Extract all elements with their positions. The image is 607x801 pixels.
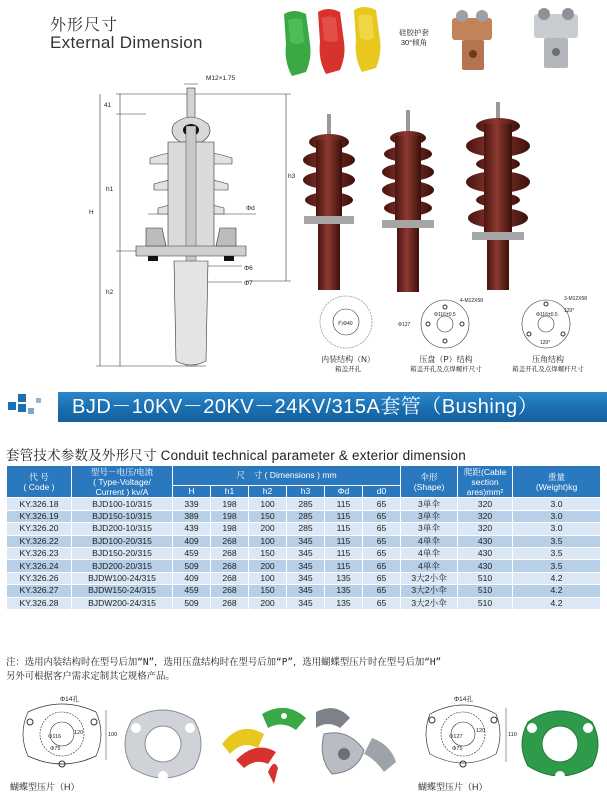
cell-d0: 65	[363, 535, 401, 547]
table-row	[7, 523, 601, 535]
cell-weight: 3.0	[513, 498, 601, 510]
cell-h2: 200	[249, 597, 287, 609]
cell-code: KY.326.24	[7, 560, 72, 572]
cell-code: KY.326.22	[7, 535, 72, 547]
svg-text:Φ127: Φ127	[398, 322, 411, 328]
cell-shape: 3大2小伞	[401, 572, 458, 584]
cell-creep: 430	[458, 547, 513, 559]
table-row	[7, 510, 601, 522]
cell-h3: 285	[287, 510, 325, 522]
col-h3: h3	[287, 486, 325, 498]
cell-h1: 268	[211, 585, 249, 597]
silver-clamp	[534, 8, 578, 68]
cell-H: 409	[173, 535, 211, 547]
butterfly-plate-drawing-right	[416, 692, 516, 778]
svg-text:Φ116: Φ116	[48, 734, 62, 740]
table-row	[7, 547, 601, 559]
cell-type: BJD100-20/315	[72, 535, 173, 547]
cell-creep: 510	[458, 597, 513, 609]
cell-H: 389	[173, 510, 211, 522]
cell-shape: 4单伞	[401, 560, 458, 572]
cell-weight: 4.2	[513, 572, 601, 584]
banner-square-icon	[36, 398, 41, 403]
dim-41: 41	[104, 102, 112, 109]
cell-d: 115	[325, 547, 363, 559]
copper-clamp	[452, 10, 492, 70]
svg-text:110: 110	[508, 732, 517, 738]
svg-text:Φ127: Φ127	[449, 734, 463, 740]
svg-text:100: 100	[108, 732, 118, 738]
butterfly-plate-drawing-left	[8, 692, 116, 778]
bushing-large	[466, 102, 530, 290]
structure-p-diagram	[398, 298, 483, 348]
cell-d0: 65	[363, 597, 401, 609]
svg-text:3-M12X58: 3-M12X58	[564, 296, 588, 302]
col-shape	[401, 466, 458, 498]
structure-h-diagram	[522, 296, 587, 348]
section-title-cn: 外形尺寸	[50, 17, 119, 34]
bushing-technical-drawing	[86, 66, 301, 371]
parameter-table	[6, 465, 601, 610]
table-heading: 套管技术参数及外形尺寸 Conduit technical parameter & exterior dimension	[6, 448, 466, 463]
col-shape-label: 伞形 (Shape)	[413, 471, 445, 492]
cell-d0: 65	[363, 572, 401, 584]
svg-text:4-M12X58: 4-M12X58	[460, 298, 484, 304]
structure-p-caption: 压盘（P）结构 箱盖开孔及点焊螺杆尺寸	[410, 355, 482, 373]
cell-h3: 345	[287, 597, 325, 609]
cell-shape: 3单伞	[401, 523, 458, 535]
structure-n-caption: 内装结构（N） 箱盖开孔	[321, 355, 375, 373]
cell-h1: 268	[211, 572, 249, 584]
cell-shape: 3大2小伞	[401, 597, 458, 609]
cell-d: 135	[325, 585, 363, 597]
cell-type: BJD150-20/315	[72, 547, 173, 559]
cell-H: 459	[173, 547, 211, 559]
cell-H: 459	[173, 585, 211, 597]
cell-h2: 100	[249, 572, 287, 584]
cell-d: 115	[325, 560, 363, 572]
cell-h1: 198	[211, 510, 249, 522]
table-row	[7, 572, 601, 584]
dim-H: H	[89, 209, 94, 216]
svg-text:约Φ40: 约Φ40	[338, 321, 353, 327]
cell-H: 409	[173, 572, 211, 584]
silver-butterfly-plate-photo	[118, 700, 208, 784]
cell-creep: 510	[458, 585, 513, 597]
table-row	[7, 498, 601, 510]
cell-weight: 3.5	[513, 560, 601, 572]
table-row	[7, 560, 601, 572]
green-butterfly-plate-photo	[518, 700, 602, 784]
footnote	[6, 656, 604, 684]
cell-type: BJDW100-24/315	[72, 572, 173, 584]
butterfly-caption-left: 蝴蝶型压片（H）	[10, 782, 80, 792]
cell-weight: 3.5	[513, 547, 601, 559]
cell-d0: 65	[363, 510, 401, 522]
cell-d: 115	[325, 498, 363, 510]
cell-creep: 510	[458, 572, 513, 584]
cell-type: BJD200-20/315	[72, 560, 173, 572]
col-dimensions: 尺 寸 ( Dimensions ) mm	[173, 466, 401, 486]
cell-weight: 3.0	[513, 523, 601, 535]
structure-h-caption: 压角结构 箱盖开孔及点焊螺杆尺寸	[512, 355, 584, 373]
structure-diagrams	[300, 292, 600, 352]
dim-h1: h1	[106, 186, 114, 193]
cell-code: KY.326.27	[7, 585, 72, 597]
cell-h3: 345	[287, 547, 325, 559]
dim-phi-6: Φ6	[244, 265, 253, 272]
svg-text:Φ75: Φ75	[452, 746, 463, 752]
banner-square-icon	[18, 404, 26, 412]
cell-shape: 4单伞	[401, 535, 458, 547]
col-weight-label: 重量 (Weight)kg	[535, 471, 578, 492]
svg-text:Φ75: Φ75	[50, 746, 61, 752]
cell-shape: 3单伞	[401, 510, 458, 522]
cell-h2: 150	[249, 547, 287, 559]
bushing-small	[303, 114, 355, 290]
boot-caption: 硅胶护套 30°倾角	[399, 28, 429, 47]
structure-n-diagram	[320, 296, 372, 348]
cell-H: 509	[173, 560, 211, 572]
cell-h1: 198	[211, 523, 249, 535]
table-row	[7, 597, 601, 609]
bushing-medium	[382, 110, 434, 292]
butterfly-caption-right: 蝴蝶型压片（H）	[418, 782, 488, 792]
banner-square-icon	[28, 408, 34, 414]
cell-H: 439	[173, 523, 211, 535]
cell-d0: 65	[363, 585, 401, 597]
svg-text:Φ14孔: Φ14孔	[60, 696, 79, 703]
table-row	[7, 535, 601, 547]
section-banner	[0, 388, 607, 424]
col-h2: h2	[249, 486, 287, 498]
cell-d: 135	[325, 572, 363, 584]
cell-creep: 430	[458, 535, 513, 547]
cell-h1: 268	[211, 535, 249, 547]
col-code	[7, 466, 72, 498]
cell-weight: 3.0	[513, 510, 601, 522]
dim-phi-d: Φd	[246, 205, 255, 212]
col-code-label: 代 号 ( Code )	[23, 471, 55, 492]
col-type-label: 型号－电压/电流 ( Type-Voltage/ Current ) kv/A	[90, 466, 154, 497]
svg-text:Φ116±0.5: Φ116±0.5	[434, 312, 456, 318]
red-boot	[318, 9, 345, 74]
cell-type: BJD200-10/315	[72, 523, 173, 535]
yellow-boot	[354, 7, 381, 72]
cell-d0: 65	[363, 560, 401, 572]
col-creepage	[458, 466, 513, 498]
porcelain-bushings-photo	[296, 100, 601, 300]
col-type	[72, 466, 173, 498]
svg-text:120°: 120°	[540, 340, 551, 346]
bushing-outline	[136, 88, 246, 366]
cell-h1: 268	[211, 560, 249, 572]
col-d0: d0	[363, 486, 401, 498]
cell-d: 115	[325, 535, 363, 547]
thread-label: M12×1.75	[206, 75, 236, 82]
svg-text:120: 120	[476, 728, 486, 734]
svg-text:Φ116±0.5: Φ116±0.5	[536, 312, 558, 318]
cell-h3: 345	[287, 585, 325, 597]
footnote-line2: 另外可根据客户需求定制其它规格产品。	[6, 671, 175, 682]
col-H: H	[173, 486, 211, 498]
col-phi-d: Φd	[325, 486, 363, 498]
cell-code: KY.326.26	[7, 572, 72, 584]
svg-text:Φ14孔: Φ14孔	[454, 696, 473, 703]
banner-square-icon	[8, 402, 16, 410]
cell-code: KY.326.19	[7, 510, 72, 522]
cell-h3: 345	[287, 535, 325, 547]
dim-phi-7: Φ7	[244, 280, 253, 287]
cell-h2: 200	[249, 523, 287, 535]
cell-creep: 320	[458, 498, 513, 510]
cell-type: BJDW150-24/315	[72, 585, 173, 597]
table-row	[7, 585, 601, 597]
cell-d0: 65	[363, 547, 401, 559]
cell-weight: 3.5	[513, 535, 601, 547]
cell-code: KY.326.23	[7, 547, 72, 559]
cell-shape: 3大2小伞	[401, 585, 458, 597]
cell-code: KY.326.18	[7, 498, 72, 510]
cell-shape: 4单伞	[401, 547, 458, 559]
svg-text:120°: 120°	[564, 308, 575, 314]
cell-h3: 285	[287, 523, 325, 535]
cell-h3: 345	[287, 572, 325, 584]
banner-square-icon	[18, 394, 26, 402]
col-weight	[513, 466, 601, 498]
cell-h3: 285	[287, 498, 325, 510]
cell-shape: 3单伞	[401, 498, 458, 510]
svg-text:120: 120	[74, 730, 84, 736]
cell-h3: 345	[287, 560, 325, 572]
cell-type: BJDW200-24/315	[72, 597, 173, 609]
cell-H: 509	[173, 597, 211, 609]
cell-weight: 4.2	[513, 597, 601, 609]
cell-code: KY.326.28	[7, 597, 72, 609]
cell-d0: 65	[363, 498, 401, 510]
cell-code: KY.326.20	[7, 523, 72, 535]
cell-h1: 268	[211, 547, 249, 559]
cell-h2: 150	[249, 510, 287, 522]
cell-h2: 150	[249, 585, 287, 597]
cell-h1: 268	[211, 597, 249, 609]
col-h1: h1	[211, 486, 249, 498]
cell-d: 115	[325, 510, 363, 522]
col-creepage-label: 爬距(Cable section ares)mm²	[463, 466, 507, 497]
footnote-line1: 注：选用内装结构时在型号后加“N”，选用压盘结构时在型号后加“P”，选用蝴蝶型压片时在型号后加“H”	[6, 657, 442, 668]
cell-creep: 320	[458, 510, 513, 522]
cell-type: BJD100-10/315	[72, 498, 173, 510]
cell-h2: 200	[249, 560, 287, 572]
cell-weight: 4.2	[513, 585, 601, 597]
terminal-clamps-photo	[444, 4, 594, 76]
cell-creep: 430	[458, 560, 513, 572]
dim-h2: h2	[106, 289, 114, 296]
cell-d: 115	[325, 523, 363, 535]
section-title-en: External Dimension	[50, 33, 203, 52]
cell-creep: 320	[458, 523, 513, 535]
dim-h3: h3	[288, 173, 296, 180]
cell-type: BJD150-10/315	[72, 510, 173, 522]
cell-h2: 100	[249, 498, 287, 510]
cell-d: 135	[325, 597, 363, 609]
boots-and-clamps-photo	[212, 694, 410, 786]
cell-H: 339	[173, 498, 211, 510]
cell-h2: 100	[249, 535, 287, 547]
cell-d0: 65	[363, 523, 401, 535]
cell-h1: 198	[211, 498, 249, 510]
banner-title: BJD－10KV－20KV－24KV/315A套管（Bushing）	[72, 396, 539, 418]
